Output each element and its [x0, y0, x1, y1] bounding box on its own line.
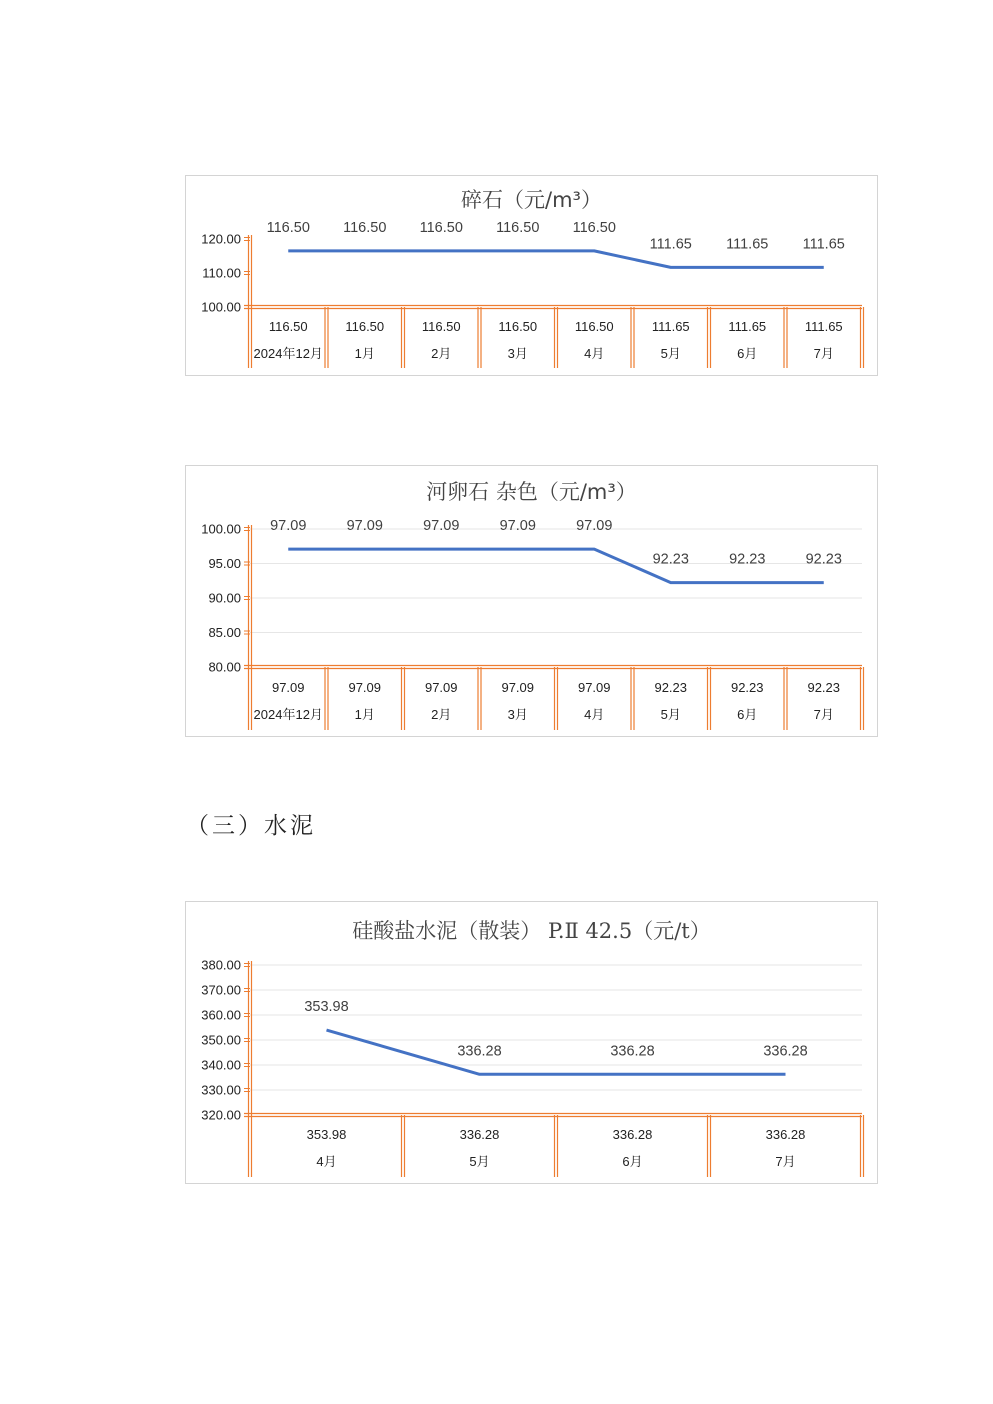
data-label: 92.23	[805, 551, 842, 568]
table-category: 4月	[584, 707, 605, 722]
chart-cement	[185, 901, 878, 1184]
y-tick-label: 110.00	[202, 265, 241, 281]
table-value: 111.65	[651, 319, 690, 334]
table-category: 2024年12月	[253, 707, 323, 722]
table-category: 3月	[507, 707, 528, 722]
data-label: 97.09	[346, 518, 383, 535]
table-value: 97.09	[577, 680, 611, 695]
table-category: 7月	[813, 346, 834, 361]
chart-plot	[186, 466, 879, 738]
data-label: 116.50	[572, 219, 616, 236]
y-tick-label: 340.00	[201, 1057, 241, 1073]
y-tick-label: 350.00	[201, 1032, 241, 1048]
table-category: 2024年12月	[253, 346, 323, 361]
table-value: 97.09	[501, 680, 535, 695]
series-line	[327, 1030, 786, 1074]
table-category: 2月	[431, 707, 452, 722]
table-value: 116.50	[421, 319, 461, 334]
y-tick-label: 120.00	[201, 231, 241, 247]
data-label: 336.28	[763, 1043, 808, 1060]
table-category: 6月	[737, 707, 758, 722]
data-label: 353.98	[304, 999, 349, 1016]
data-label: 97.09	[499, 518, 536, 535]
data-label: 336.28	[457, 1043, 502, 1060]
data-label: 116.50	[419, 219, 463, 236]
table-value: 336.28	[765, 1127, 806, 1142]
table-category: 2月	[431, 346, 452, 361]
y-tick-label: 370.00	[201, 982, 241, 998]
y-tick-label: 380.00	[201, 957, 241, 973]
data-label: 97.09	[423, 518, 460, 535]
table-value: 97.09	[424, 680, 458, 695]
table-value: 353.98	[306, 1127, 347, 1142]
table-value: 116.50	[574, 319, 614, 334]
y-tick-label: 85.00	[208, 625, 241, 640]
series-line	[288, 251, 824, 267]
data-label: 111.65	[726, 236, 769, 253]
table-category: 4月	[584, 346, 605, 361]
y-tick-label: 360.00	[201, 1007, 241, 1023]
table-value: 92.23	[654, 680, 688, 695]
table-value: 111.65	[804, 319, 843, 334]
data-label: 336.28	[610, 1043, 655, 1060]
table-category: 7月	[775, 1154, 796, 1169]
section-heading: （三）水泥	[186, 813, 316, 839]
chart-river-pebble	[185, 465, 878, 737]
chart-plot	[186, 176, 879, 377]
table-value: 92.23	[807, 680, 841, 695]
table-category: 5月	[660, 346, 681, 361]
table-value: 116.50	[498, 319, 538, 334]
data-label: 111.65	[802, 236, 845, 253]
chart-title: 硅酸盐水泥（散装） P.Ⅱ 42.5（元/t）	[352, 919, 711, 943]
table-value: 97.09	[271, 680, 305, 695]
table-category: 1月	[354, 707, 375, 722]
table-category: 4月	[316, 1154, 337, 1169]
table-category: 5月	[469, 1154, 490, 1169]
table-value: 97.09	[348, 680, 382, 695]
chart-title: 碎石（元/m³）	[461, 188, 602, 212]
data-label: 116.50	[496, 219, 540, 236]
table-category: 6月	[737, 346, 758, 361]
y-tick-label: 100.00	[201, 299, 241, 315]
data-label: 111.65	[649, 236, 692, 253]
y-tick-label: 95.00	[208, 556, 241, 571]
y-tick-label: 80.00	[208, 659, 241, 675]
table-category: 5月	[660, 707, 681, 722]
table-value: 336.28	[612, 1127, 653, 1142]
table-category: 6月	[622, 1154, 643, 1169]
table-value: 92.23	[730, 680, 764, 695]
table-value: 116.50	[345, 319, 385, 334]
table-category: 7月	[813, 707, 834, 722]
table-category: 1月	[354, 346, 375, 361]
y-tick-label: 90.00	[208, 590, 241, 606]
data-label: 116.50	[343, 219, 387, 236]
table-category: 3月	[507, 346, 528, 361]
chart-title: 河卵石 杂色（元/m³）	[426, 480, 637, 504]
data-label: 92.23	[729, 551, 766, 568]
data-label: 97.09	[576, 518, 613, 535]
data-label: 116.50	[266, 219, 310, 236]
chart-crushed-stone	[185, 175, 878, 376]
data-label: 92.23	[652, 551, 689, 568]
data-label: 97.09	[270, 518, 307, 535]
table-value: 336.28	[459, 1127, 500, 1142]
y-tick-label: 100.00	[201, 521, 241, 537]
y-tick-label: 320.00	[201, 1107, 241, 1123]
y-tick-label: 330.00	[201, 1082, 241, 1098]
chart-plot	[186, 902, 879, 1185]
table-value: 111.65	[728, 319, 767, 334]
table-value: 116.50	[268, 319, 308, 334]
